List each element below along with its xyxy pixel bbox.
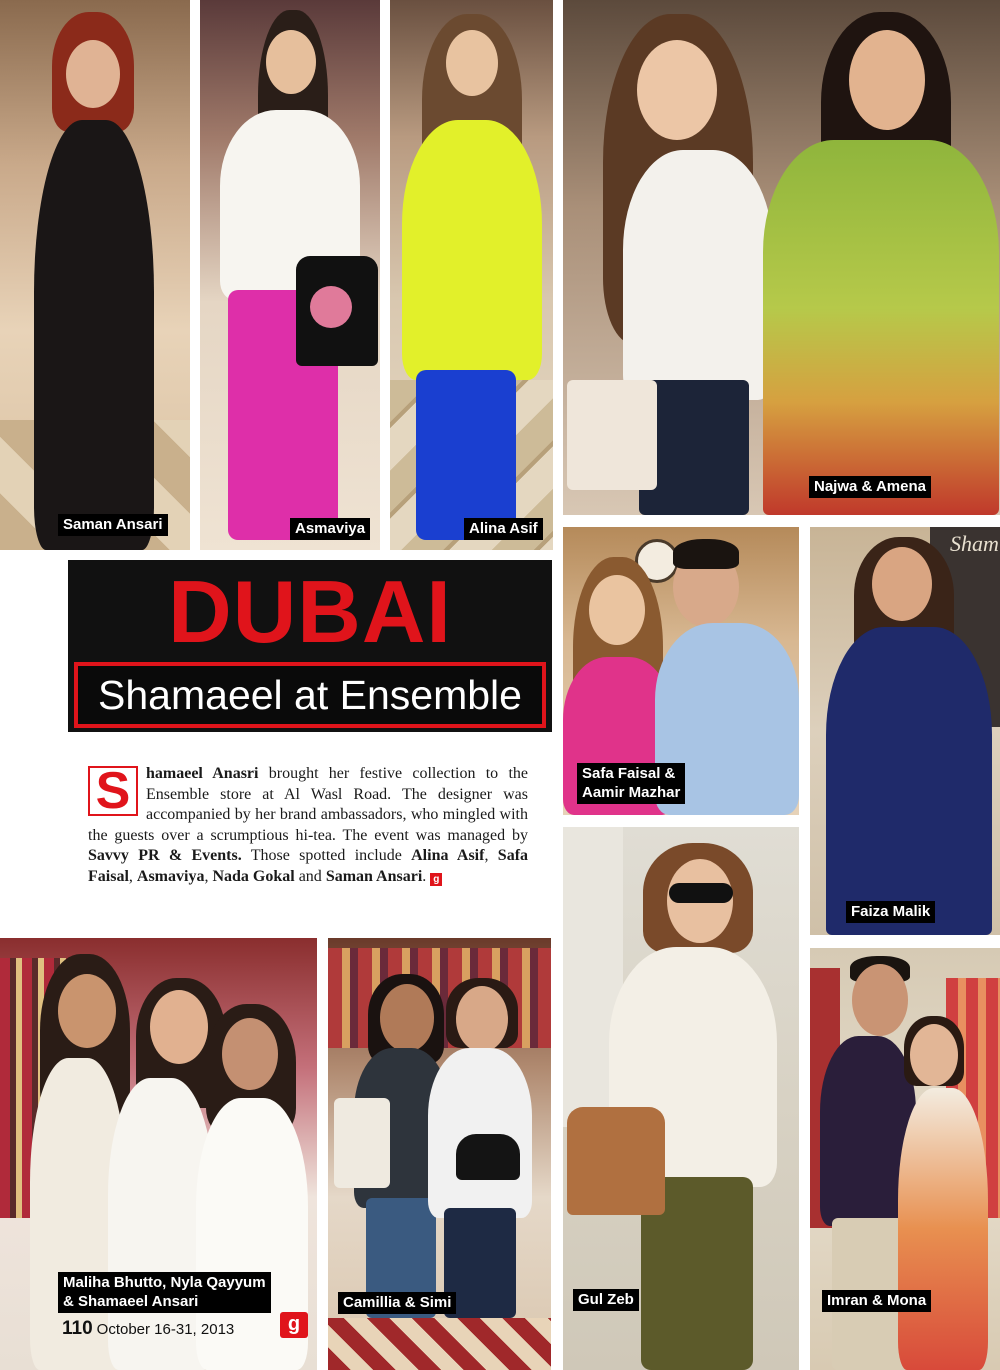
- article-body: [88, 764, 528, 888]
- photo-camillia-simi: [328, 938, 551, 1370]
- photo-gul-zeb: [563, 827, 799, 1370]
- caption-safa-line1: Safa Faisal &: [582, 765, 676, 782]
- caption-maliha-line1: Maliha Bhutto, Nyla Qayyum: [63, 1274, 266, 1291]
- article-bold-segment: Nada Gokal: [212, 867, 295, 885]
- page-footer: [62, 1318, 234, 1344]
- caption-maliha-line2: & Shamaeel Ansari: [63, 1293, 199, 1310]
- article-bold-segment: hamaeel Anasri: [146, 765, 259, 782]
- headline-block: [68, 560, 552, 732]
- article-bold-segment: Safa Faisal: [88, 847, 529, 885]
- headline-title: DUBAI: [168, 562, 452, 661]
- article-dropcap: S: [88, 766, 138, 816]
- headline-subtitle-box: [74, 662, 546, 728]
- issue-date: October 16-31, 2013: [96, 1321, 235, 1338]
- end-mark-logo: g: [430, 873, 442, 886]
- caption-najwa-amena: Najwa & Amena: [809, 476, 931, 498]
- article-segment: ,: [204, 867, 213, 885]
- article-bold-segment: Savvy PR & Events.: [88, 847, 242, 865]
- store-sign-text: Sham: [950, 531, 999, 556]
- article-segment: Those spotted include: [241, 847, 412, 865]
- article-segment: and: [294, 867, 326, 885]
- page-number: 110: [62, 1318, 93, 1339]
- photo-asmaviya: [200, 0, 380, 550]
- article-segment: ,: [484, 847, 498, 865]
- article-segment: brought her festive collection to the Ensemble store at Al Wasl Road. The designer was accompanied by her brand ambassadors, who mingled with the guests over a scrumptious hi-tea. The event was managed by: [88, 765, 528, 844]
- caption-safa-aamir: [577, 763, 685, 804]
- caption-imran-mona: Imran & Mona: [822, 1290, 931, 1312]
- photo-faiza-malik: [810, 527, 1000, 935]
- photo-imran-mona: [810, 948, 1000, 1370]
- article-bold-segment: Alina Asif: [411, 847, 485, 865]
- magazine-logo: g: [280, 1312, 308, 1338]
- article-bold-segment: Asmaviya: [136, 867, 205, 885]
- photo-najwa-amena: [563, 0, 1000, 515]
- caption-alina-asif: Alina Asif: [464, 518, 543, 540]
- caption-camillia-simi: Camillia & Simi: [338, 1292, 456, 1314]
- photo-alina-asif: [390, 0, 553, 550]
- photo-saman-ansari: [0, 0, 190, 550]
- headline-subtitle: Shamaeel at Ensemble: [98, 672, 522, 718]
- caption-saman-ansari: Saman Ansari: [58, 514, 168, 536]
- article-segment: ,: [128, 867, 137, 885]
- caption-asmaviya: Asmaviya: [290, 518, 370, 540]
- article-segment: .: [422, 867, 427, 885]
- article-bold-segment: Saman Ansari: [325, 867, 423, 885]
- caption-maliha-nyla-shamaeel: [58, 1272, 271, 1313]
- article-text: [88, 765, 528, 885]
- photo-maliha-nyla-shamaeel: [0, 938, 317, 1370]
- photo-safa-aamir: [563, 527, 799, 815]
- caption-faiza-malik: Faiza Malik: [846, 901, 935, 923]
- caption-gul-zeb: Gul Zeb: [573, 1289, 639, 1311]
- caption-safa-line2: Aamir Mazhar: [582, 784, 681, 801]
